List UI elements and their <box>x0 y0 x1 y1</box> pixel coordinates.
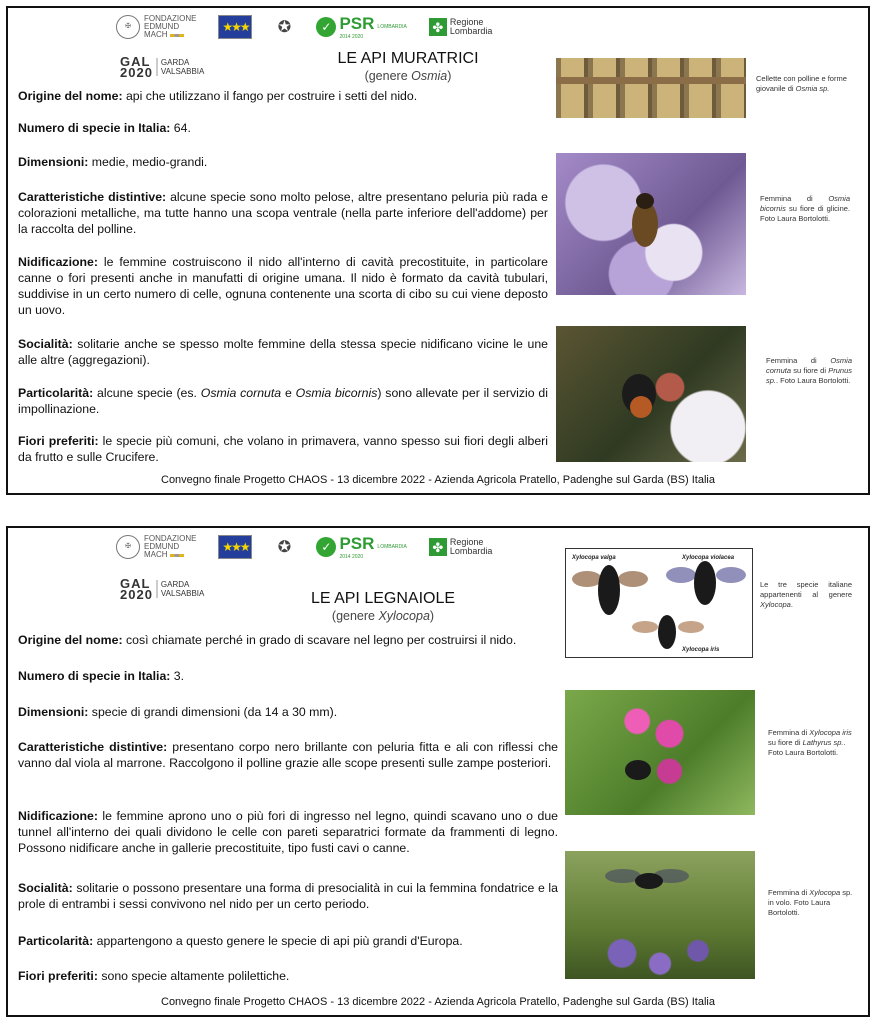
three-xylocopa-figure: Xylocopa valga Xylocopa violacea Xylocopa iris <box>565 548 753 658</box>
psr-check-icon: ✓ <box>316 17 336 37</box>
fondazione-mach-logo: ✠ FONDAZIONE EDMUND MACH <box>116 15 196 39</box>
psr-logo: ✓ PSR 2014 2020 LOMBARDIA <box>316 14 406 40</box>
osmia-cells-photo <box>556 58 746 118</box>
particolarita-paragraph: Particolarità: alcune specie (es. Osmia cornuta e Osmia bicornis) sono allevate per il servizio di impollinazione. <box>18 386 548 416</box>
lombardia-rose-icon: ✤ <box>429 538 447 556</box>
caption-xylocopa-iris: Femmina di Xylocopa iris su fiore di Lathyrus sp.. Foto Laura Bortolotti. <box>768 728 852 757</box>
poster-osmia <box>6 6 870 495</box>
fiori-paragraph: Fiori preferiti: sono specie altamente polilettiche. <box>18 969 290 983</box>
footer-text: Convegno finale Progetto CHAOS - 13 dicembre 2022 - Azienda Agricola Pratello, Padenghe sul Garda (BS) Italia <box>161 474 715 486</box>
fem-seal-icon: ✠ <box>116 15 140 39</box>
page-title: LE API LEGNAIOLE <box>310 590 456 607</box>
numero-paragraph: Numero di specie in Italia: 64. <box>18 121 191 135</box>
italian-emblem-icon: ✪ <box>277 19 292 36</box>
caption-xylocopa-flight: Femmina di Xylocopa sp. in volo. Foto Laura Bortolotti. <box>768 888 853 917</box>
caption-osmia-bicornis: Femmina di Osmia bicornis su fiore di glicine. Foto Laura Bortolotti. <box>760 194 850 223</box>
regione-lombardia-logo: ✤ Regione Lombardia <box>429 538 493 556</box>
regione-lombardia-logo: ✤ Regione Lombardia <box>429 18 493 36</box>
page-subtitle: (genere Xylocopa) <box>331 609 435 623</box>
gal-logo: GAL 2020 GARDA VALSABBIA <box>120 576 205 602</box>
sponsor-logos <box>116 534 492 560</box>
numero-paragraph: Numero di specie in Italia: 3. <box>18 669 185 683</box>
fem-seal-icon: ✠ <box>116 535 140 559</box>
origine-paragraph: Origine del nome: così chiamate perché in grado di scavare nel legno per costruirsi il nido. <box>18 633 517 647</box>
psr-check-icon: ✓ <box>316 537 336 557</box>
xylocopa-iris-photo <box>565 690 755 815</box>
gal-logo: GAL 2020 GARDA VALSABBIA <box>120 54 205 80</box>
sponsor-logos <box>116 14 492 40</box>
footer-text: Convegno finale Progetto CHAOS - 13 dicembre 2022 - Azienda Agricola Pratello, Padenghe sul Garda (BS) Italia <box>161 996 715 1008</box>
italian-emblem-icon: ✪ <box>277 539 292 556</box>
caption-cells: Cellette con polline e forme giovanile di Osmia sp. <box>756 74 847 93</box>
caption-osmia-cornuta: Femmina di Osmia cornuta su fiore di Prunus sp.. Foto Laura Bortolotti. <box>766 356 852 385</box>
caption-three-species: Le tre specie italiane appartenenti al genere Xylocopa. <box>760 580 852 609</box>
fiori-paragraph: Fiori preferiti: le specie più comuni, che volano in primavera, vanno spesso sui fiori degli alberi da frutto e sulle Crucifere. <box>18 434 548 464</box>
dimensioni-paragraph: Dimensioni: specie di grandi dimensioni (da 14 a 30 mm). <box>18 705 338 719</box>
lombardia-rose-icon: ✤ <box>429 18 447 36</box>
eu-flag-icon: ★★★ <box>218 15 252 39</box>
page-title: LE API MURATRICI <box>337 50 479 67</box>
caratteristiche-paragraph: Caratteristiche distintive: alcune specie sono molto pelose, altre presentano peluria più rada e colorazioni metalliche, ma tutte hanno una scopa ventrale (nella parte inferiore dell'addome) per la raccolta del polline. <box>18 190 548 236</box>
psr-logo: ✓ PSR 2014 2020 LOMBARDIA <box>316 534 406 560</box>
nidificazione-paragraph: Nidificazione: le femmine costruiscono il nido all'interno di cavità precostituite, in particolare canne o fori presenti anche in manufatti di origine umana. Il nido è formato da cavità tubulari, suddivise in un certo numero di celle, ognuna contenente una scorta di cibo su cui viene deposto un uovo. <box>18 255 548 317</box>
dimensioni-paragraph: Dimensioni: medie, medio-grandi. <box>18 155 208 169</box>
particolarita-paragraph: Particolarità: appartengono a questo genere le specie di api più grandi d'Europa. <box>18 934 463 948</box>
poster-xylocopa <box>6 526 870 1017</box>
page-subtitle: (genere Osmia) <box>364 69 452 83</box>
origine-paragraph: Origine del nome: api che utilizzano il fango per costruire i setti del nido. <box>18 89 418 103</box>
xylocopa-flight-photo <box>565 851 755 979</box>
osmia-cornuta-photo <box>556 326 746 462</box>
socialita-paragraph: Socialità: solitarie anche se spesso molte femmine della stessa specie nidificano vicine le une alle altre (aggregazioni). <box>18 337 548 367</box>
fondazione-mach-logo: ✠ FONDAZIONE EDMUND MACH <box>116 535 196 559</box>
osmia-bicornis-photo <box>556 153 746 295</box>
caratteristiche-paragraph: Caratteristiche distintive: presentano corpo nero brillante con peluria fitta e ali con riflessi che vanno dal viola al marrone. Raccolgono il polline grazie alle scope presenti sulle zampe posteriori. <box>18 740 559 770</box>
eu-flag-icon: ★★★ <box>218 535 252 559</box>
socialita-paragraph: Socialità: solitarie o possono presentare una forma di presocialità in cui la femmina fondatrice e la prole di entrambi i sessi convivono nel nido per un certo periodo. <box>18 881 558 911</box>
nidificazione-paragraph: Nidificazione: le femmine aprono uno o più fori di ingresso nel legno, quindi scavano uno o due tunnel all'interno dei quali dividono le celle con pareti separatrici formate da frammenti di legno. Possono nidificare anche in gallerie precostituite, tipo fusti cavi o canne. <box>18 809 558 855</box>
